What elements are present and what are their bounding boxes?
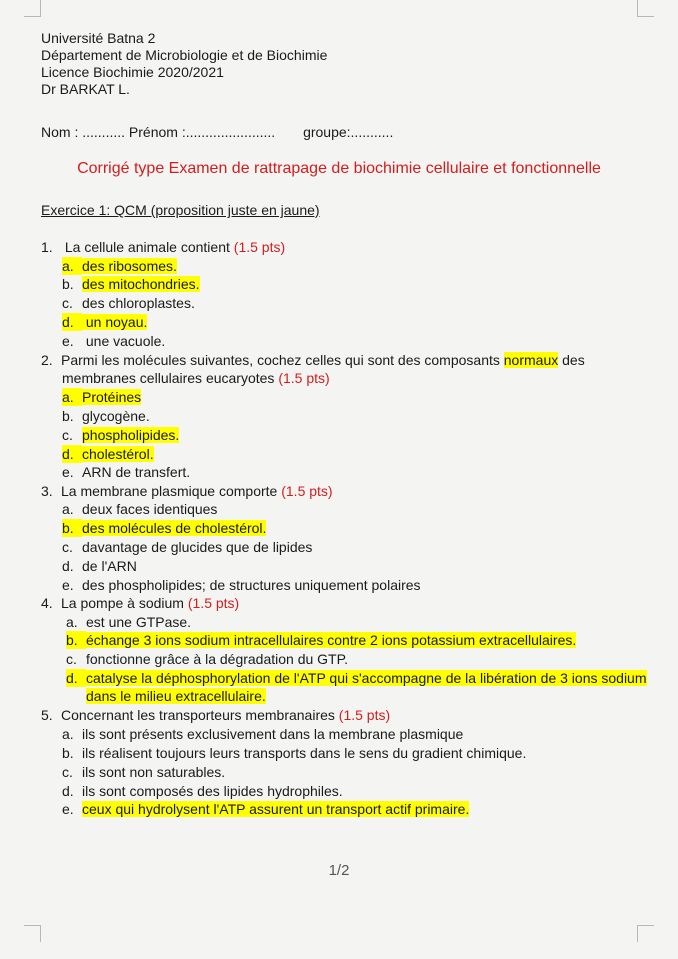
prenom-field: Prénom :....................... — [128, 124, 276, 140]
option-text: est une GTPase. — [86, 614, 192, 630]
option-3d — [62, 557, 137, 575]
question-3 — [41, 482, 333, 500]
option-letter: b. — [62, 408, 74, 424]
question-points: (1.5 pts) — [187, 595, 240, 611]
option-letter: c. — [66, 651, 77, 667]
option-3b — [62, 519, 266, 537]
nom-field: Nom : ........... — [41, 124, 126, 140]
option-text: ARN de transfert. — [82, 464, 191, 480]
exercise-heading: Exercice 1: QCM (proposition juste en jaune) — [41, 202, 320, 218]
option-letter: d. — [62, 558, 74, 574]
option-text: échange 3 ions sodium intracellulaires contre 2 ions potassium extracellulaires. — [86, 632, 577, 648]
corner-mark-top-right — [637, 0, 654, 17]
option-letter: b. — [62, 745, 74, 761]
question-points: (1.5 pts) — [281, 483, 333, 499]
option-text: glycogène. — [82, 408, 150, 424]
option-letter: a. — [62, 257, 82, 275]
option-5a — [62, 725, 463, 743]
option-4b — [66, 631, 576, 649]
option-letter: e. — [62, 464, 74, 480]
option-2b — [62, 407, 150, 425]
option-letter: e. — [62, 333, 74, 349]
option-text: fonctionne grâce à la dégradation du GTP. — [86, 651, 349, 667]
option-letter: c. — [62, 295, 73, 311]
option-text: ils réalisent toujours leurs transports dans le sens du gradient chimique. — [82, 745, 527, 761]
groupe-field: groupe:........... — [303, 124, 394, 140]
question-number: 5. — [41, 707, 53, 723]
option-letter: c. — [62, 764, 73, 780]
option-text: des mitochondries. — [82, 276, 200, 292]
option-2a — [62, 388, 141, 406]
option-2d — [62, 445, 154, 463]
corner-mark-bottom-left — [24, 925, 41, 942]
option-letter: b. — [62, 519, 82, 537]
option-2e — [62, 463, 190, 481]
question-keyword: normaux — [503, 352, 559, 368]
student-fields — [41, 124, 393, 140]
option-text: davantage de glucides que de lipides — [82, 539, 313, 555]
question-number: 2. — [41, 352, 53, 368]
question-number: 4. — [41, 595, 53, 611]
option-letter: b. — [66, 631, 86, 649]
option-letter: d. — [66, 669, 86, 687]
option-letter: c. — [62, 539, 73, 555]
question-points: (1.5 pts) — [233, 239, 286, 255]
option-letter: e. — [62, 577, 74, 593]
option-letter: a. — [62, 726, 74, 742]
option-5c — [62, 763, 225, 781]
option-letter: a. — [62, 388, 82, 406]
option-text-line2: dans le milieu extracellulaire. — [86, 688, 266, 704]
question-text-end: des — [558, 352, 585, 368]
option-letter: d. — [62, 313, 82, 331]
document-title: Corrigé type Examen de rattrapage de biochimie cellulaire et fonctionnelle — [77, 160, 601, 177]
option-4a — [66, 613, 191, 631]
option-4d — [66, 669, 647, 687]
question-1 — [41, 238, 285, 256]
option-letter: c. — [62, 427, 73, 443]
header-program: Licence Biochimie 2020/2021 — [41, 64, 224, 80]
question-2 — [41, 351, 661, 387]
option-text: des phospholipides; de structures uniquement polaires — [82, 577, 421, 593]
option-text: phospholipides. — [82, 427, 180, 443]
option-text: une vacuole. — [82, 333, 166, 349]
question-4 — [41, 594, 239, 612]
corner-mark-top-left — [24, 0, 41, 17]
option-4c — [66, 650, 348, 668]
option-5e — [62, 800, 469, 818]
option-text: Protéines — [82, 389, 142, 405]
question-text: Parmi les molécules suivantes, cochez celles qui sont des composants — [61, 352, 504, 368]
header-department: Département de Microbiologie et de Biochimie — [41, 47, 328, 63]
option-text: des molécules de cholestérol. — [82, 520, 267, 536]
option-text: cholestérol. — [82, 446, 154, 462]
question-number: 1. — [41, 239, 53, 255]
option-5d — [62, 782, 343, 800]
option-5b — [62, 744, 526, 762]
option-text: des chloroplastes. — [82, 295, 195, 311]
option-1b — [62, 275, 200, 293]
option-text: deux faces identiques — [82, 501, 218, 517]
corner-mark-bottom-right — [637, 925, 654, 942]
question-text-line2: membranes cellulaires eucaryotes — [62, 370, 279, 386]
option-text: des ribosomes. — [82, 258, 177, 274]
question-text: La pompe à sodium — [61, 595, 188, 611]
option-text: ceux qui hydrolysent l'ATP assurent un transport actif primaire. — [82, 801, 470, 817]
option-text: ils sont présents exclusivement dans la membrane plasmique — [82, 726, 464, 742]
question-text: La cellule animale contient — [64, 239, 234, 255]
option-letter: d. — [62, 445, 82, 463]
option-3c — [62, 538, 312, 556]
question-text: La membrane plasmique comporte — [61, 483, 282, 499]
option-text: ils sont non saturables. — [82, 764, 226, 780]
question-points: (1.5 pts) — [338, 707, 391, 723]
option-text: un noyau. — [82, 314, 148, 330]
header-university: Université Batna 2 — [41, 30, 156, 46]
option-1a — [62, 257, 177, 275]
document-header — [41, 30, 327, 98]
option-1c — [62, 294, 195, 312]
option-letter: d. — [62, 783, 74, 799]
option-1d — [62, 313, 147, 331]
page-number: 1/2 — [328, 862, 350, 879]
option-2c — [62, 426, 179, 444]
header-teacher: Dr BARKAT L. — [41, 81, 130, 97]
option-letter: b. — [62, 276, 74, 292]
question-number: 3. — [41, 483, 53, 499]
option-text: de l'ARN — [82, 558, 137, 574]
option-letter: e. — [62, 801, 74, 817]
option-text: ils sont composés des lipides hydrophiles. — [82, 783, 343, 799]
question-points: (1.5 pts) — [278, 370, 330, 386]
option-4d-line2 — [86, 687, 266, 705]
question-text: Concernant les transporteurs membranaires — [61, 707, 339, 723]
option-1e — [62, 332, 165, 350]
option-3a — [62, 500, 217, 518]
option-3e — [62, 576, 421, 594]
option-text: catalyse la déphosphorylation de l'ATP qui s'accompagne de la libération de 3 ions sodium — [86, 670, 647, 686]
question-5 — [41, 706, 390, 724]
option-letter: a. — [66, 614, 78, 630]
option-letter: a. — [62, 501, 74, 517]
